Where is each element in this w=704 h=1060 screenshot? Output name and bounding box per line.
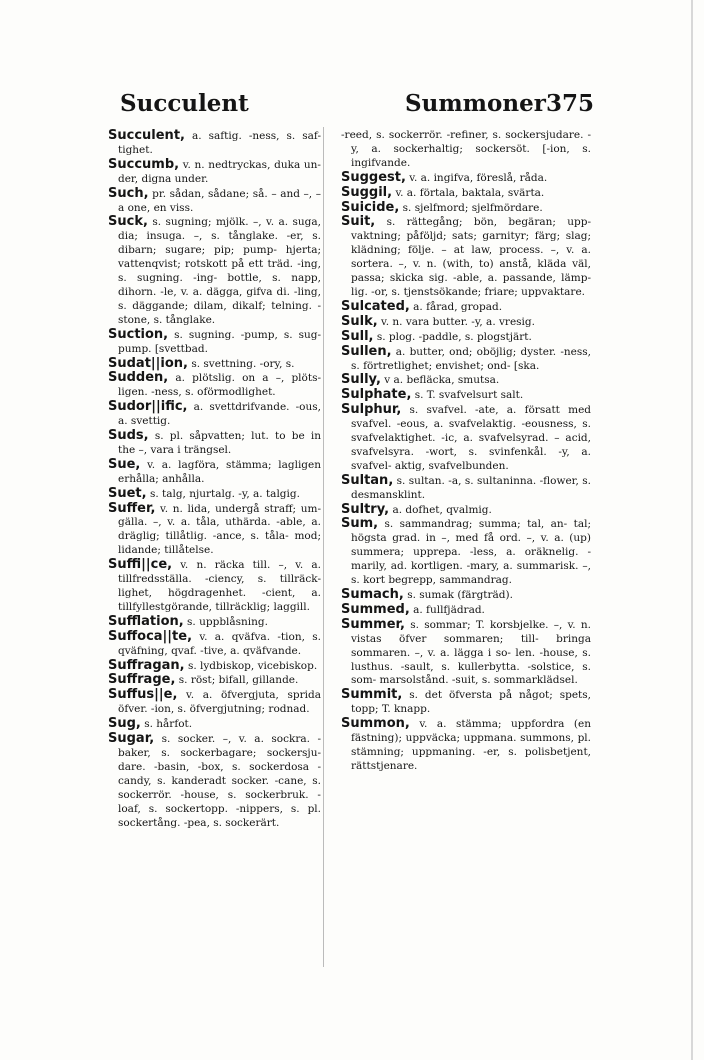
entry-definition: s. T. svafvelsurt salt. (414, 389, 524, 402)
dictionary-entry (341, 403, 591, 474)
dictionary-entry (341, 300, 591, 315)
dictionary-entry (108, 458, 321, 487)
entry-definition: v. a. stämma; uppfordra (en fästning); uppväcka; uppmana. summons, pl. stämning; uppmaning. -er, s. polisbetjent, rättstjenare. (351, 718, 592, 772)
entry-headword: Sudor||ific, (108, 399, 188, 415)
entry-definition: s. uppblåsning. (187, 615, 268, 628)
dictionary-entry (108, 659, 321, 674)
page-edge-shadow (691, 0, 693, 1060)
entry-headword: Sudden, (108, 370, 169, 386)
entry-headword: Sultry, (341, 501, 390, 517)
entry-headword: Summit, (341, 687, 403, 703)
entry-definition: a. dofhet, qvalmig. (392, 503, 492, 516)
entry-headword: Succulent, (108, 128, 185, 143)
entry-headword: Suds, (108, 428, 149, 444)
dictionary-entry (341, 588, 591, 603)
entry-definition: a. fårad, gropad. (413, 300, 503, 313)
entry-definition: s. svettning. -ory, s. (191, 357, 295, 370)
entry-definition: s. det öfversta på något; spets, topp; T. knapp. (351, 689, 591, 716)
entry-definition: s. sammandrag; summa; tal, an- tal; högsta grad. in –, med få ord. –, v. a. (up) summera; upprepa. -less, a. oräknelig. -marily, ad. kortligen. -mary, a. summarisk. –, s. kort begrepp, sammandrag. (351, 518, 591, 587)
entry-headword: Summed, (341, 601, 410, 617)
entry-headword: Sumach, (341, 587, 404, 602)
entry-definition: v. a. lagföra, stämma; lagligen erhålla; anhålla. (118, 458, 321, 485)
entry-headword: Sue, (108, 456, 141, 472)
entry-definition: v. a. qväfva. -tion, s. qväfning, qvaf. -tive, a. qväfvande. (118, 630, 322, 657)
entry-definition: a. butter, ond; oböjlig; dyster. -ness, s. förtretlighet; envishet; ond- [ska. (351, 345, 591, 372)
dictionary-entry (341, 688, 591, 717)
entry-headword: Sudat||ion, (108, 355, 188, 371)
entry-headword: Such, (108, 185, 149, 201)
entry-headword: Suicide, (341, 199, 400, 215)
dictionary-entry (341, 388, 591, 403)
entry-definition: v. n. räcka till. –, v. a. tillfredsställa. -ciency, s. tillräck- lighet, högdragenhet. -cient, a. tillfyllestgörande, tillräcklig; laggill. (118, 559, 321, 613)
dictionary-entry (108, 429, 321, 458)
header-left-guide-word: Succulent (120, 90, 249, 117)
left-column (108, 129, 321, 830)
entry-definition: s. socker. –, v. a. sockra. -baker, s. sockerbagare; sockersju- dare. -basin, -box, s. sockerdosa -candy, s. kanderadt socker. -cane, s. sockerrör. -house, s. sockerbruk. -loaf, s. sockertopp. -nippers, s. pl. sockertång. -pea, s. sockerärt. (118, 733, 322, 829)
entry-definition: v. n. vara butter. -y, a. vresig. (381, 315, 535, 328)
entry-definition: v. n. nedtryckas, duka un- der, digna under. (118, 158, 321, 185)
entry-headword: Sully, (341, 372, 381, 388)
dictionary-entry (108, 630, 321, 659)
entry-definition: v a. befläcka, smutsa. (384, 374, 500, 387)
entry-definition: s. sugning; mjölk. –, v. a. suga, dia; insuga. –, s. tånglake. -er, s. dibarn; sugare; pip; pump- hjerta; vattenqvist; rotskott på ett träd. -ing, s. sugning. -ing- bottle, s. napp, dihorn. -le, v. a. dägga, gifva di. -ling, s. däggande; dilam, dikalf; telning. -stone, s. tånglake. (118, 216, 321, 326)
page-header (112, 90, 594, 124)
dictionary-entry (341, 215, 591, 299)
dictionary-entry (341, 129, 591, 171)
entry-headword: Suffoca||te, (108, 628, 193, 644)
entry-headword: Suction, (108, 326, 169, 342)
entry-headword: Sulphur, (341, 402, 402, 418)
entry-headword: Suffus||e, (108, 687, 178, 703)
dictionary-entry (108, 328, 321, 357)
dictionary-entry (108, 187, 321, 216)
entry-definition: s. sugning. -pump, s. sug- pump. [svettbad. (118, 328, 321, 355)
entry-headword: Sugar, (108, 731, 155, 747)
dictionary-entry (341, 201, 591, 216)
entry-headword: Suffrage, (108, 672, 176, 688)
dictionary-entry (108, 357, 321, 372)
entry-headword: Sullen, (341, 343, 392, 359)
entry-definition: s. lydbiskop, vicebiskop. (187, 659, 318, 672)
entry-headword: Suffer, (108, 500, 156, 516)
dictionary-entry (341, 330, 591, 345)
dictionary-entry (341, 474, 591, 503)
entry-headword: Succumb, (108, 156, 180, 172)
dictionary-entry (108, 158, 321, 187)
dictionary-entry (108, 371, 321, 400)
entry-definition: s. hårfot. (144, 718, 193, 731)
entry-definition: s. svafvel. -ate, a. försatt med svafvel. -eous, a. svafvelaktig. -eousness, s. svafvelaktighet. -ic, a. svafvelsyrad. – acid, svafvelsyra. -wort, s. svinfenkål. -y, a. svafvel- aktig, svafvelbunden. (351, 404, 592, 472)
entry-headword: Summon, (341, 716, 410, 732)
dictionary-entry (108, 673, 321, 688)
right-column (341, 129, 591, 774)
entry-definition: s. sjelfmord; sjelfmördare. (402, 201, 543, 214)
entry-definition: s. sommar; T. korsbjelke. –, v. n. vistas öfver sommaren; till- bringa sommaren. –, v. a. lägga i so- len. -house, s. lusthus. -sault, s. kullerbytta. -solstice, s. som- marsolstånd. -suit, s. sommarklädsel. (351, 618, 591, 687)
entry-headword: Sulphate, (341, 387, 412, 403)
dictionary-entry (108, 688, 321, 717)
entry-headword: Suet, (108, 485, 147, 501)
dictionary-entry (108, 400, 321, 429)
column-divider (323, 127, 324, 967)
entry-headword: Sum, (341, 516, 379, 532)
entry-headword: Sug, (108, 716, 141, 732)
dictionary-entry (108, 487, 321, 502)
entry-definition: s. sultan. -a, s. sultaninna. -flower, s. desmansklint. (351, 474, 591, 501)
entry-headword: Sulcated, (341, 298, 410, 314)
dictionary-entry (341, 618, 591, 689)
entry-definition: s. talg, njurtalg. -y, a. talgig. (149, 487, 300, 500)
entry-headword: Sull, (341, 328, 374, 344)
entry-headword: Suggil, (341, 184, 393, 200)
entry-definition: s. sumak (färgträd). (407, 589, 513, 601)
entry-definition: a. fullfjädrad. (413, 603, 485, 616)
entry-definition: s. pl. såpvatten; lut. to be in the –, vara i trängsel. (118, 430, 321, 456)
entry-definition: pr. sådan, sådane; så. – and –, – a one, en viss. (118, 187, 321, 214)
entry-headword: Sulk, (341, 313, 378, 329)
entry-headword: Suffragan, (108, 657, 185, 673)
dictionary-entry (108, 215, 321, 327)
dictionary-entry (341, 315, 591, 330)
entry-definition: s. plog. -paddle, s. plogstjärt. (376, 330, 532, 343)
entry-headword: Suck, (108, 214, 148, 230)
entry-headword: Suffi||ce, (108, 557, 173, 573)
entry-definition: s. röst; bifall, gillande. (178, 674, 299, 687)
dictionary-entry (341, 345, 591, 374)
entry-definition: v. a. förtala, baktala, svärta. (395, 186, 545, 199)
entry-definition: s. rättegång; bön, begäran; upp- vaktning; påföljd; sats; garnityr; färg; slag; klädning; följe. – at law, process. –, v. a. sortera. –, v. n. (with, to) anstå, kläda väl, passa; skicka sig. -able, a. passande, lämp- lig. -or, s. tjenstsökande; friare; uppvaktare. (351, 216, 591, 298)
dictionary-entry (108, 129, 321, 158)
dictionary-entry (108, 717, 321, 732)
dictionary-entry (108, 502, 321, 559)
dictionary-entry (341, 503, 591, 518)
dictionary-entry (341, 603, 591, 618)
dictionary-entry (108, 558, 321, 615)
entry-definition: a. svettdrifvande. -ous, a. svettig. (118, 401, 321, 428)
entry-definition: v. n. lida, undergå straff; um- gälla. –, v. a. tåla, uthärda. -able, a. dräglig; tillåtlig. -ance, s. tåla- mod; lidande; tillåtelse. (118, 502, 321, 557)
entry-definition: a. saftig. -ness, s. saf- tighet. (118, 130, 321, 156)
header-right-guide-word: Summoner (405, 90, 546, 117)
entry-definition: v. a. ingifva, föreslå, råda. (409, 171, 548, 184)
dictionary-entry (341, 517, 591, 588)
dictionary-entry (341, 186, 591, 201)
entry-headword: Sultan, (341, 472, 394, 488)
entry-headword: Summer, (341, 616, 405, 632)
entry-definition: a. plötslig. on a –, plöts- ligen. -ness, s. oförmodlighet. (118, 372, 322, 399)
dictionary-entry (341, 373, 591, 388)
dictionary-entry (341, 717, 591, 774)
page-number: 375 (545, 90, 594, 117)
dictionary-entry (108, 615, 321, 630)
dictionary-entry (341, 171, 591, 186)
entry-headword: Sufflation, (108, 613, 184, 629)
dictionary-entry (108, 732, 321, 830)
entry-definition: v. a. öfvergjuta, sprida öfver. -ion, s. öfvergjutning; rodnad. (118, 689, 321, 716)
entry-definition: -reed, s. sockerrör. -refiner, s. sockersjudare. -y, a. sockerhaltig; sockersöt. [-ion, s. ingifvande. (341, 129, 591, 169)
entry-headword: Suggest, (341, 169, 406, 185)
entry-headword: Suit, (341, 214, 376, 230)
